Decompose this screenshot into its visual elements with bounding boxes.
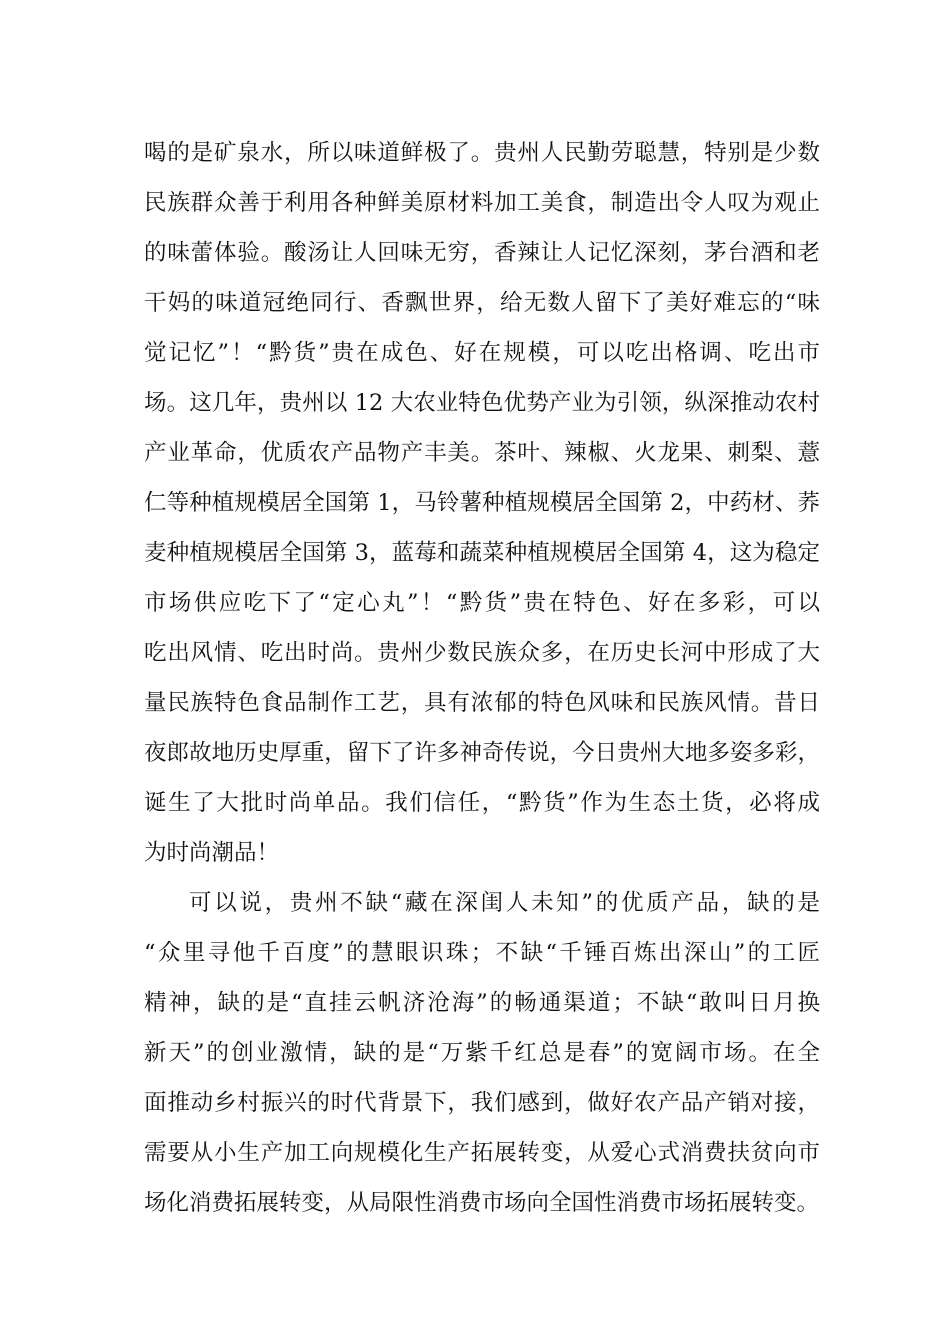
text-line: 的味蕾体验。酸汤让人回味无穷，香辣让人记忆深刻，茅台酒和老 xyxy=(144,240,820,266)
text-line: 场。这几年，贵州以 12 大农业特色优势产业为引领，纵深推动农村 xyxy=(144,390,820,416)
text-line: 喝的是矿泉水，所以味道鲜极了。贵州人民勤劳聪慧，特别是少数 xyxy=(144,140,820,166)
text-line: 诞生了大批时尚单品。我们信任，“黔货”作为生态土货，必将成 xyxy=(144,790,820,816)
text-line: 夜郎故地历史厚重，留下了许多神奇传说，今日贵州大地多姿多彩， xyxy=(144,740,820,766)
text-line: 市场供应吃下了“定心丸”！“黔货”贵在特色、好在多彩，可以 xyxy=(144,590,820,616)
document-body xyxy=(144,128,820,1228)
text-line: 为时尚潮品！ xyxy=(144,840,280,866)
text-line: 干妈的味道冠绝同行、香飘世界，给无数人留下了美好难忘的“味 xyxy=(144,290,820,316)
text-line: 觉记忆”！“黔货”贵在成色、好在规模，可以吃出格调、吃出市 xyxy=(144,340,820,366)
text-line: 可以说，贵州不缺“藏在深闺人未知”的优质产品，缺的是 xyxy=(189,890,820,916)
text-line: 吃出风情、吃出时尚。贵州少数民族众多，在历史长河中形成了大 xyxy=(144,640,820,666)
text-line: “众里寻他千百度”的慧眼识珠；不缺“千锤百炼出深山”的工匠 xyxy=(144,940,820,966)
text-line: 量民族特色食品制作工艺，具有浓郁的特色风味和民族风情。昔日 xyxy=(144,690,820,716)
paragraph-1 xyxy=(144,128,820,878)
text-line: 产业革命，优质农产品物产丰美。茶叶、辣椒、火龙果、刺梨、薏 xyxy=(144,440,820,466)
text-line: 需要从小生产加工向规模化生产拓展转变，从爱心式消费扶贫向市 xyxy=(144,1140,820,1166)
text-line: 精神，缺的是“直挂云帆济沧海”的畅通渠道；不缺“敢叫日月换 xyxy=(144,990,820,1016)
text-line: 仁等种植规模居全国第 1，马铃薯种植规模居全国第 2，中药材、荞 xyxy=(144,490,820,516)
text-line: 面推动乡村振兴的时代背景下，我们感到，做好农产品产销对接， xyxy=(144,1090,820,1116)
text-line: 新天”的创业激情，缺的是“万紫千红总是春”的宽阔市场。在全 xyxy=(144,1040,820,1066)
text-line: 场化消费拓展转变，从局限性消费市场向全国性消费市场拓展转变。 xyxy=(144,1190,820,1216)
paragraph-2 xyxy=(144,878,820,1228)
text-line: 民族群众善于利用各种鲜美原材料加工美食，制造出令人叹为观止 xyxy=(144,190,820,216)
text-line: 麦种植规模居全国第 3，蓝莓和蔬菜种植规模居全国第 4，这为稳定 xyxy=(144,540,820,566)
